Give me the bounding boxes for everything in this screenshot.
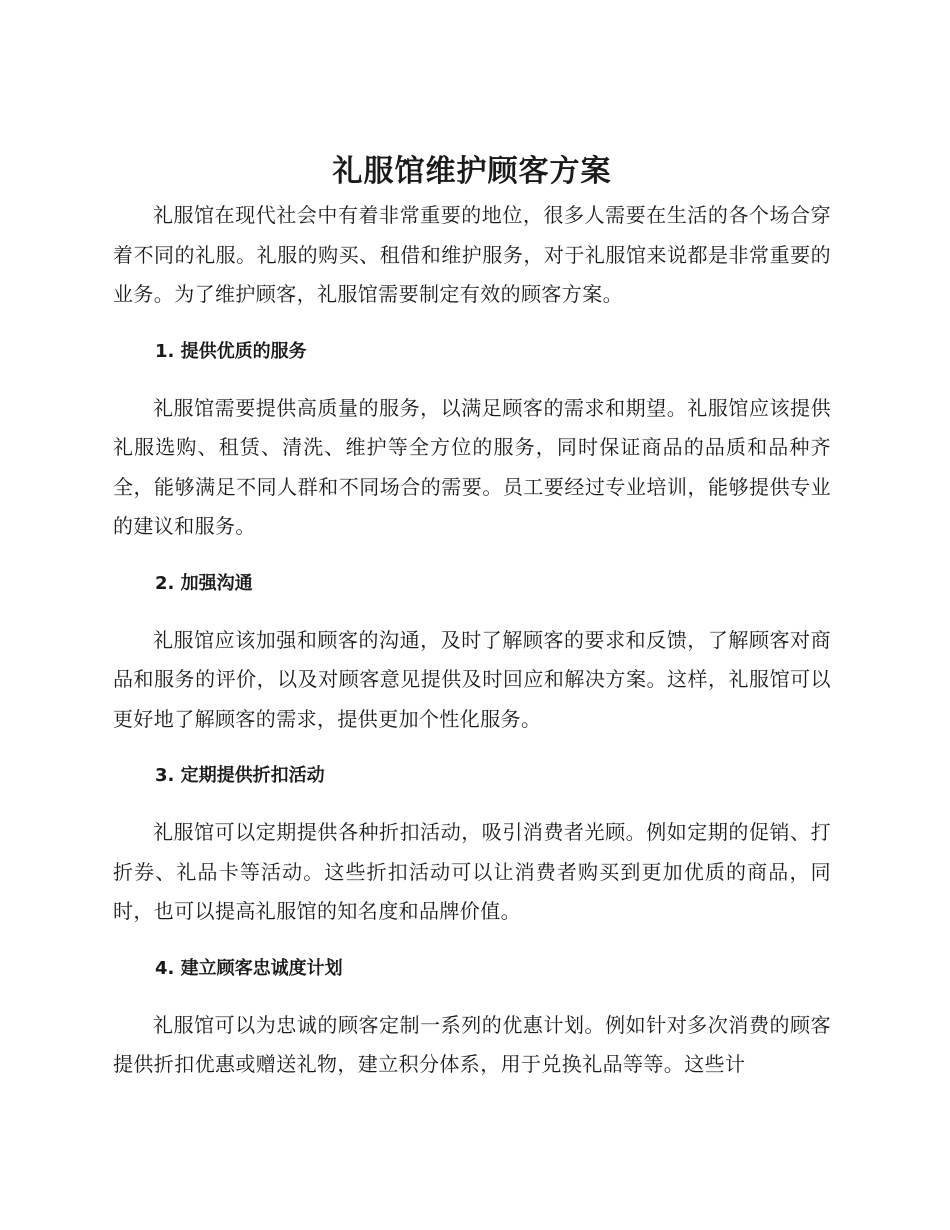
- section-body-2: 礼服馆应该加强和顾客的沟通，及时了解顾客的要求和反馈，了解顾客对商品和服务的评价，以及对顾客意见提供及时回应和解决方案。这样，礼服馆可以更好地了解顾客的需求，提供更加个性化服务。: [113, 627, 831, 731]
- section-body-4: 礼服馆可以为忠诚的顾客定制一系列的优惠计划。例如针对多次消费的顾客提供折扣优惠或赠送礼物，建立积分体系，用于兑换礼品等等。这些计: [113, 1012, 831, 1076]
- section-heading-2: 2. 加强沟通: [155, 572, 253, 594]
- section-heading-1: 1. 提供优质的服务: [155, 340, 307, 362]
- section-body-3: 礼服馆可以定期提供各种折扣活动，吸引消费者光顾。例如定期的促销、打折券、礼品卡等活动。这些折扣活动可以让消费者购买到更加优质的商品，同时，也可以提高礼服馆的知名度和品牌价值。: [113, 820, 831, 923]
- section-body-1: 礼服馆需要提供高质量的服务，以满足顾客的需求和期望。礼服馆应该提供礼服选购、租赁、清洗、维护等全方位的服务，同时保证商品的品质和品种齐全，能够满足不同人群和不同场合的需要。员工要经过专业培训，能够提供专业的建议和服务。: [113, 395, 831, 538]
- section-heading-3: 3. 定期提供折扣活动: [155, 765, 325, 786]
- document-title: 礼服馆维护顾客方案: [332, 154, 612, 189]
- section-heading-4: 4. 建立顾客忠诚度计划: [155, 957, 343, 979]
- document-page: [113, 148, 831, 1085]
- intro-paragraph: 礼服馆在现代社会中有着非常重要的地位，很多人需要在生活的各个场合穿着不同的礼服。礼服的购买、租借和维护服务，对于礼服馆来说都是非常重要的业务。为了维护顾客，礼服馆需要制定有效的顾客方案。: [113, 203, 831, 306]
